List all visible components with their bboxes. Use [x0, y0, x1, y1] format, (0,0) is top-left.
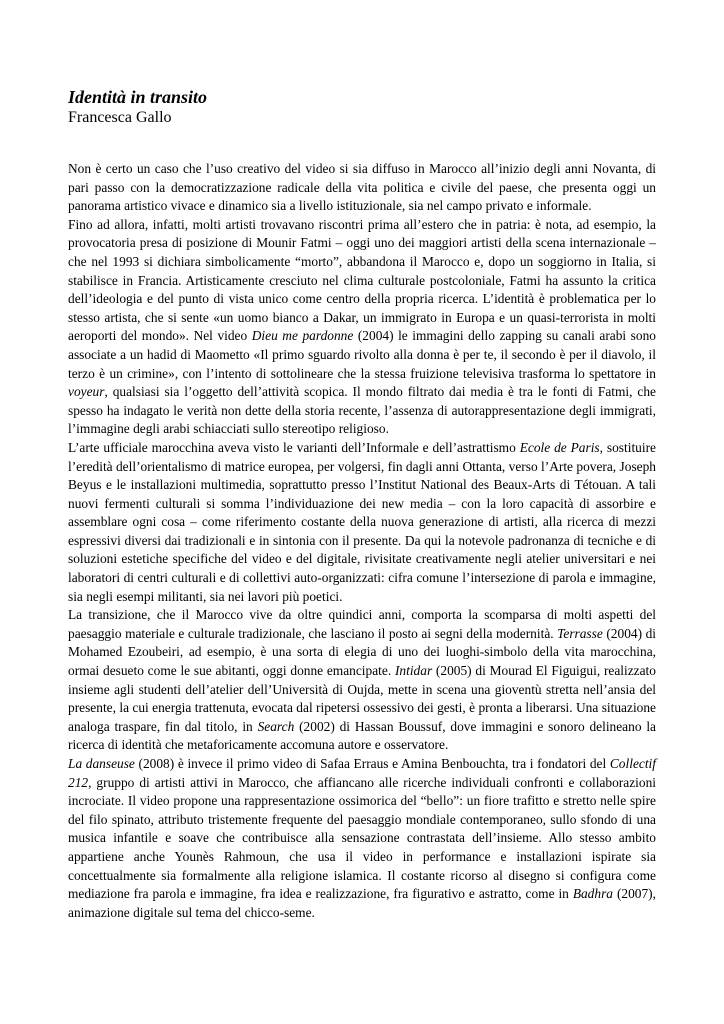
italic-title-text: Intidar	[394, 663, 433, 679]
italic-title-text: Dieu me pardonne	[251, 328, 354, 344]
italic-title-text: Badhra	[572, 886, 613, 902]
paragraph-text: , qualsiasi sia l’oggetto dell’attività scopica. Il mondo filtrato dai media è tra le fonti di Fatmi, che spesso ha indagato le verità non dette della storia recente, l’assenza di autorappresentazione degli immigrati, l’immagine degli arabi schiacciati sullo stereotipo religioso.	[68, 384, 656, 437]
paragraph-text: Non è certo un caso che l’uso creativo del video si sia diffuso in Marocco all’inizio degli anni Novanta, di pari passo con la democratizzazione radicale della vita politica e civile del paese, che presenta oggi un panorama artistico vivace e dinamico sia a livello istituzionale, sia nel campo privato e informale.	[68, 161, 656, 214]
paragraph	[68, 755, 656, 922]
paragraph-text: La transizione, che il Marocco vive da oltre quindici anni, comporta la scomparsa di molti aspetti del paesaggio materiale e culturale tradizionale, che lasciano il posto ai segni della modernità.	[68, 607, 656, 641]
paragraph-text: (2005) di Mourad El Figuigui, realizzato insieme agli studenti dell’atelier dell’Università di Oujda, mette in scena una gioventù stretta nell’ansia del presente, la cui energia trattenuta, evocata dal ripetersi ossessivo dei gesti, è pronta a liberarsi. Una situazione analoga traspare, fin dal titolo, in	[68, 663, 656, 734]
paragraph-text: (2002) di Hassan Boussuf, dove immagini e sonoro delineano la ricerca di identità che metaforicamente accomuna autore e osservatore.	[68, 718, 657, 753]
italic-title-text: Terrasse	[557, 625, 603, 641]
paragraph-text: (2004) le immagini dello zapping su canali arabi sono associate a un hadid di Maometto «Il primo sguardo rivolto alla donna è per te, il secondo è per il diavolo, il terzo è un crimine», con l’intento di sottolineare che la stessa fruizione televisiva trasforma lo spettatore in	[68, 328, 656, 381]
document-body	[68, 160, 656, 922]
paragraph	[68, 216, 656, 439]
paragraph-text: , sostituire l’eredità dell’orientalismo di matrice europea, per volgersi, fin dagli anni Ottanta, verso l’Arte povera, Joseph Beyus e le installazioni multimedia, soprattutto presso l’Institut National des Beaux-Arts di Tétouan. A tali nuovi fermenti culturali si somma l’individuazione dei new media – con la loro capacità di assorbire e assemblare ogni cosa – come riferimento costante della nuova generazione di artisti, alla ricerca di mezzi espressivi diversi dai tradizionali e in sintonia con il presente. Da qui la notevole padronanza di tecniche e di soluzioni estetiche specifiche del video e del digitale, rivisitate creativamente negli atelier universitari e nei laboratori di centri culturali e di collettivi auto-organizzati: cifra comune l’intersezione di parola e immagine, sia negli esempi militanti, sia nei lavori più poetici.	[68, 439, 657, 604]
italic-title-text: Collectif 212	[68, 756, 656, 790]
paragraph-text: L’arte ufficiale marocchina aveva visto le varianti dell’Informale e dell’astrattismo	[68, 439, 520, 455]
paragraph-text: , gruppo di artisti attivi in Marocco, che affiancano alle ricerche individuali confronti e collaborazioni incrociate. Il video propone una rappresentazione ossimorica del “bello”: un fiore trafitto e stretto nelle spire del filo spinato, attributo tristemente frequente del paesaggio mondiale contemporaneo, sullo sfondo di una musica infantile e soave che contribuisce alla sensazione contrastata dell’insieme. Allo stesso ambito appartiene anche Younès Rahmoun, che usa il video in performance e installazioni ispirate sia concettualmente sia formalmente alla religione islamica. Il costante ricorso al disegno si configura come mediazione fra parola e immagine, fra idea e realizzazione, fra figurativo e astratto, come in	[68, 774, 656, 902]
paragraph-text: Fino ad allora, infatti, molti artisti trovavano riscontri prima all’estero che in patria: è nota, ad esempio, la provocatoria presa di posizione di Mounir Fatmi – oggi uno dei maggiori artisti della scena internazionale – che nel 1993 si dichiara simbolicamente “morto”, abbandona il Marocco e, dopo un soggiorno in Italia, si stabilisce in Francia. Artisticamente cresciuto nel clima culturale postcoloniale, Fatmi ha assunto la critica dell’ideologia e del punto di vista unico come centro della propria ricerca. L’identità è problematica per lo stesso artista, che si sente «un uomo bianco a Dakar, un immigrato in Europa e un quasi-terrorista in molti aeroporti del mondo». Nel video	[68, 216, 656, 344]
paragraph	[68, 160, 656, 216]
italic-title-text: Search	[257, 718, 295, 734]
italic-title-text: Ecole de Paris	[519, 439, 600, 455]
document-author: Francesca Gallo	[68, 109, 172, 126]
paragraph	[68, 439, 656, 606]
document-page	[68, 86, 656, 922]
paragraph	[68, 606, 656, 755]
italic-title-text: voyeur	[68, 384, 105, 400]
paragraph-text: (2007), animazione digitale sul tema del chicco-seme.	[68, 886, 656, 920]
paragraph-text: (2004) di Mohamed Ezoubeiri, ad esempio, è una sorta di elegia di uno dei luoghi-simbolo della vita marocchina, ormai desueto come le sue abitanti, oggi donne emancipate.	[68, 625, 656, 679]
document-title: Identità in transito	[68, 87, 208, 107]
paragraph-text: (2008) è invece il primo video di Safaa Erraus e Amina Benbouchta, tra i fondatori del	[134, 756, 610, 771]
italic-title-text: La danseuse	[68, 756, 135, 771]
